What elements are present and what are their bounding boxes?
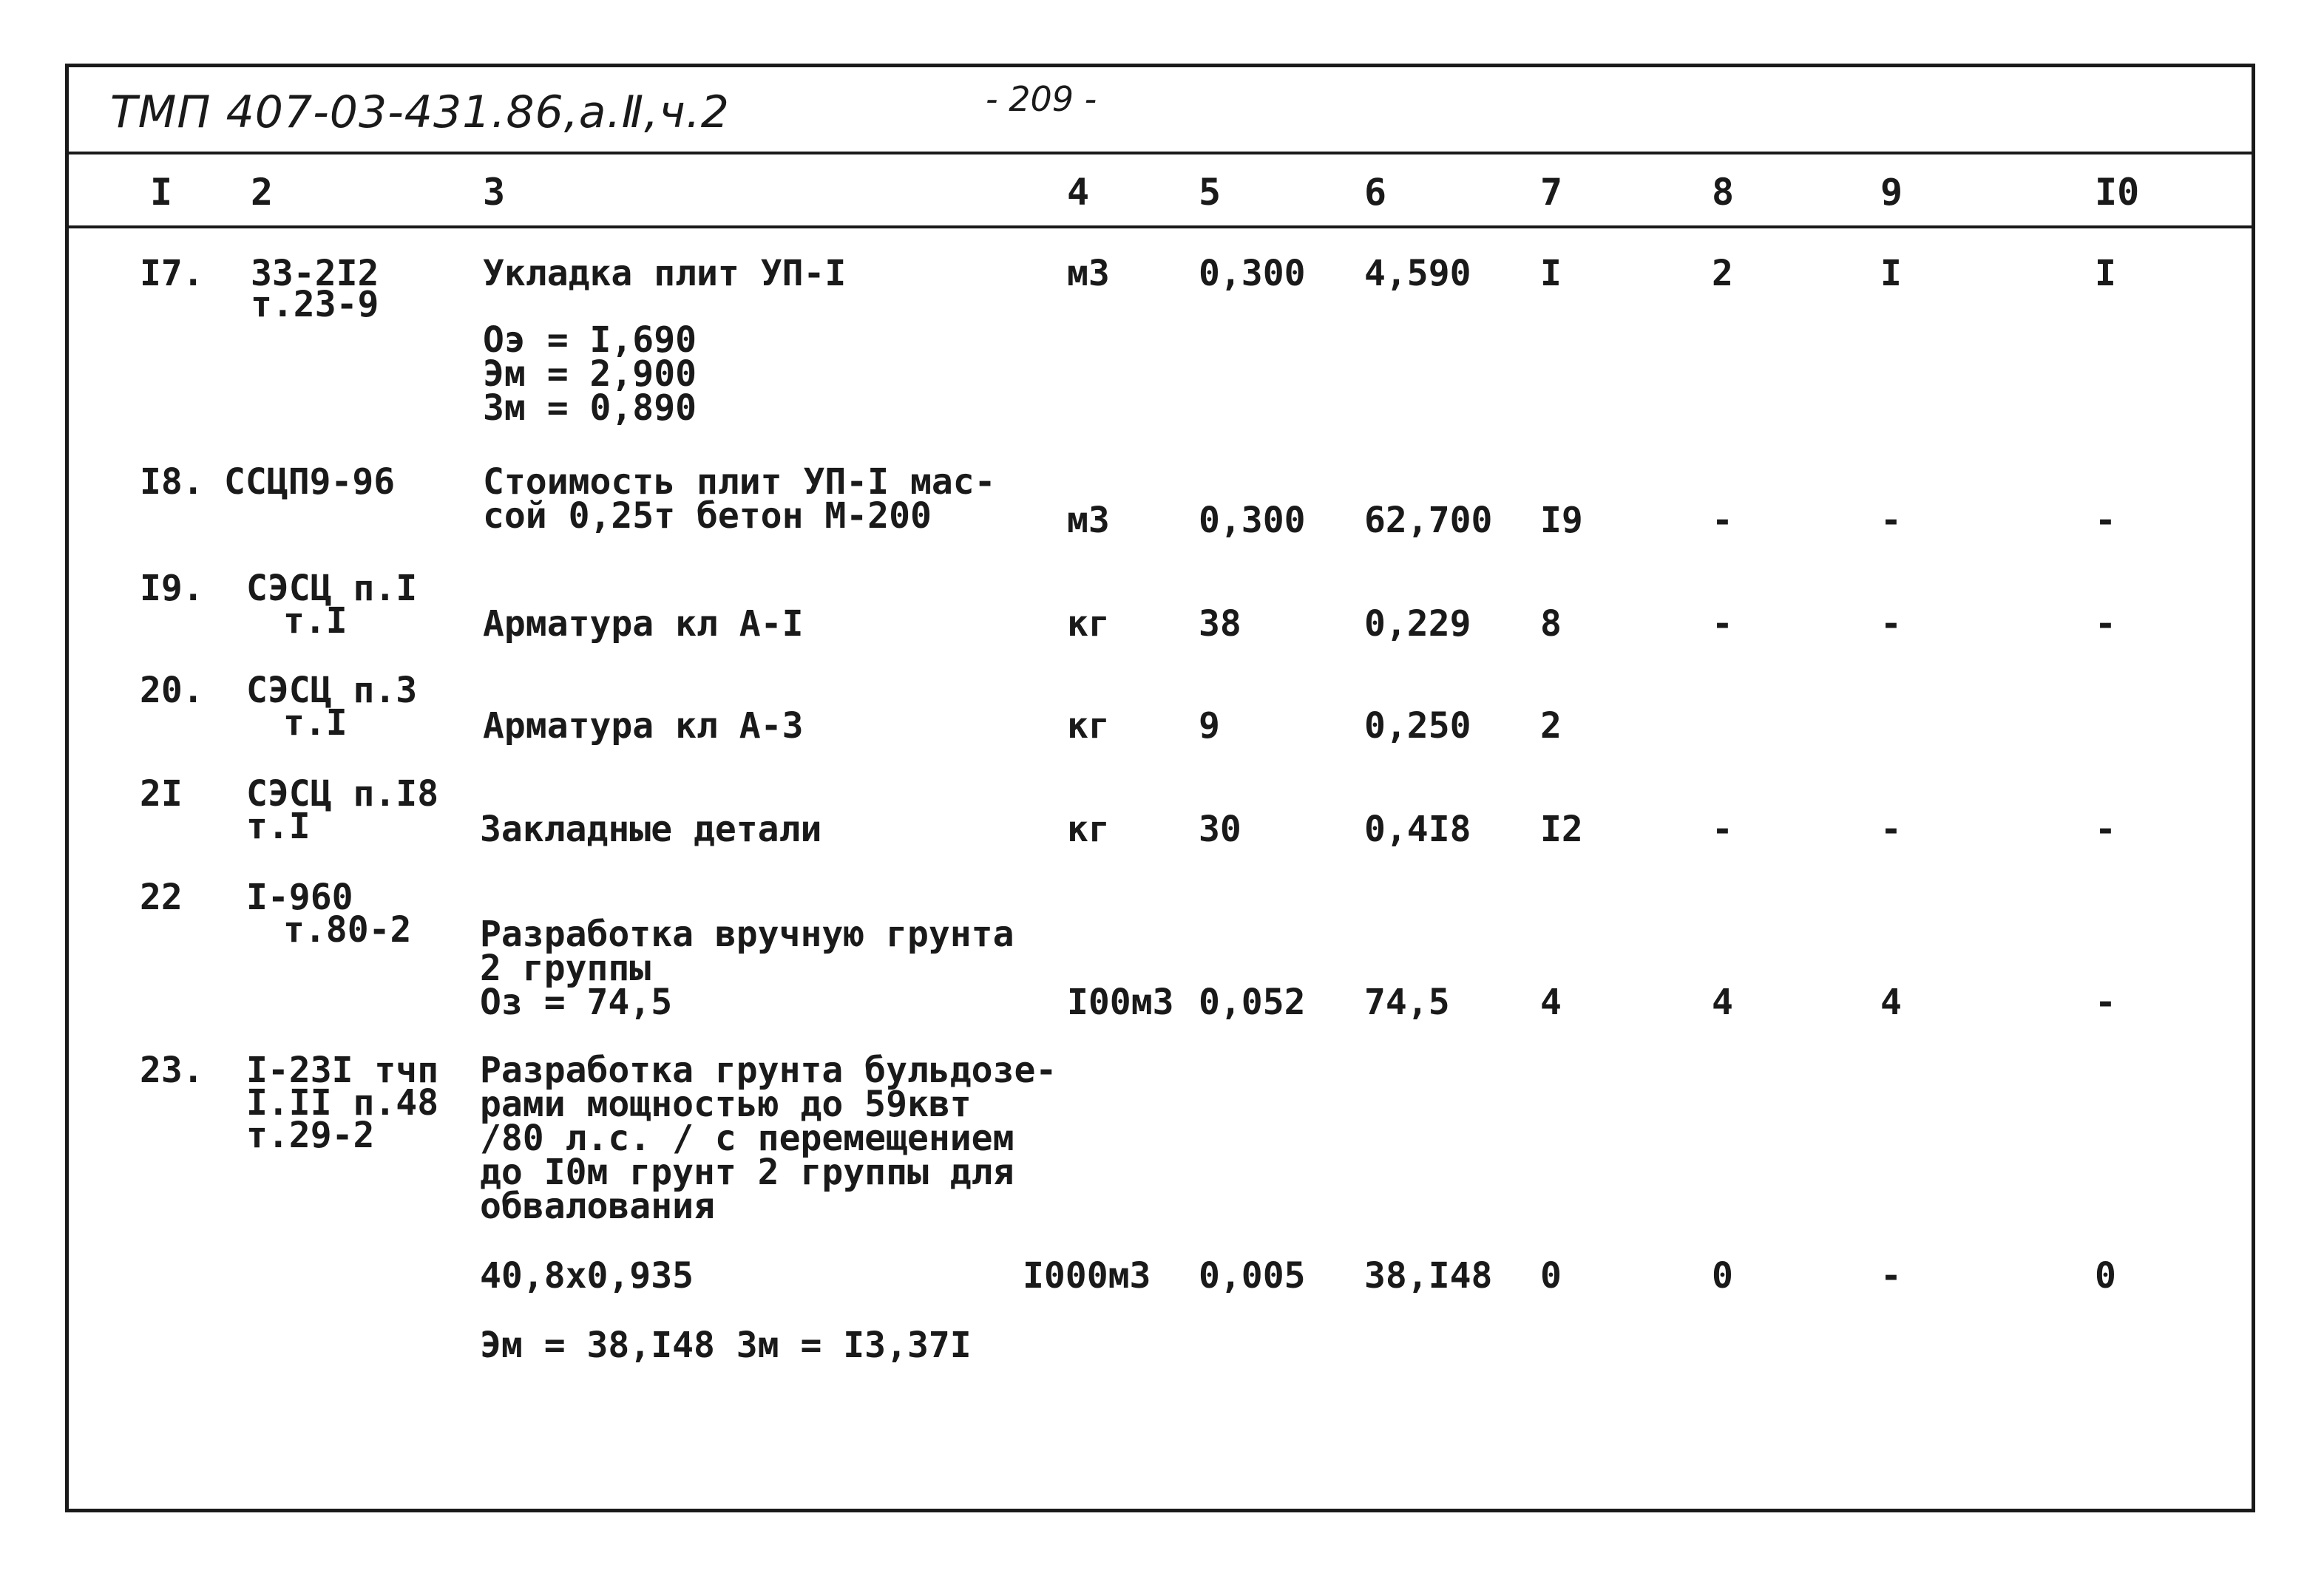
- row-quantity: 38: [1199, 603, 1241, 645]
- row-col9: -: [1880, 603, 1902, 645]
- column-header-2: 2: [251, 171, 274, 214]
- row-price: 0,250: [1364, 705, 1471, 747]
- row-description: до I0м грунт 2 группы для: [480, 1152, 1014, 1193]
- row-col8: 4: [1712, 982, 1733, 1023]
- row-price: 38,I48: [1364, 1255, 1493, 1297]
- row-price: 0,229: [1364, 603, 1471, 645]
- row-col7: I9: [1540, 500, 1583, 541]
- row-description: Разработка вручную грунта: [480, 914, 1014, 955]
- page-number: - 209 -: [986, 79, 1097, 119]
- row-col10: I: [2095, 253, 2116, 294]
- row-number: 2I: [140, 773, 183, 815]
- row-note: Эм = 38,I48 Зм = I3,37I: [480, 1325, 972, 1366]
- row-col7: 8: [1540, 603, 1562, 645]
- column-header-divider: [69, 225, 2252, 228]
- column-header-5: 5: [1199, 171, 1222, 214]
- row-col9: -: [1880, 809, 1902, 850]
- row-col9: I: [1880, 253, 1902, 294]
- row-code: СЭСЦ п.I8: [246, 773, 439, 815]
- row-col7: 4: [1540, 982, 1562, 1023]
- row-col9: -: [1880, 500, 1902, 541]
- row-calculation: 40,8х0,935: [480, 1255, 694, 1297]
- row-number: I9.: [140, 568, 204, 609]
- document-frame: [65, 64, 2255, 1512]
- row-price: 0,4I8: [1364, 809, 1471, 850]
- row-code: т.I: [246, 806, 311, 847]
- row-description: Оз = 74,5: [480, 982, 673, 1023]
- row-note: Зм = 0,890: [483, 387, 697, 429]
- row-number: 20.: [140, 670, 204, 711]
- column-header-6: 6: [1364, 171, 1387, 214]
- row-description: Арматура кл А-3: [483, 705, 804, 747]
- row-code: I-23I тчп: [246, 1050, 439, 1091]
- row-code: т.23-9: [251, 284, 379, 325]
- row-unit: м3: [1067, 500, 1110, 541]
- row-number: 23.: [140, 1050, 204, 1091]
- row-code: СЭСЦ п.I: [246, 568, 418, 609]
- document-code: ТМП 407-03-431.86,а.Ⅱ,ч.2: [110, 86, 730, 138]
- row-number: 22: [140, 877, 183, 918]
- column-header-7: 7: [1540, 171, 1563, 214]
- row-col10: -: [2095, 500, 2116, 541]
- row-col7: I2: [1540, 809, 1583, 850]
- row-description: Укладка плит УП-I: [483, 253, 847, 294]
- row-col8: -: [1712, 603, 1733, 645]
- row-quantity: 0,052: [1199, 982, 1306, 1023]
- column-header-3: 3: [483, 171, 506, 214]
- row-description: Арматура кл А-I: [483, 603, 804, 645]
- row-description: Закладные детали: [480, 809, 822, 850]
- row-col9: 4: [1880, 982, 1902, 1023]
- column-header-9: 9: [1880, 171, 1903, 214]
- row-col8: -: [1712, 500, 1733, 541]
- row-code: I.II п.48: [246, 1082, 439, 1124]
- row-quantity: 0,300: [1199, 253, 1306, 294]
- header-divider: [69, 152, 2252, 154]
- row-col8: 0: [1712, 1255, 1733, 1297]
- row-col7: 0: [1540, 1255, 1562, 1297]
- row-description: Стоимость плит УП-I мас-: [483, 461, 996, 503]
- row-number: I8.: [140, 461, 204, 503]
- row-col8: -: [1712, 809, 1733, 850]
- row-col8: 2: [1712, 253, 1733, 294]
- row-quantity: 0,300: [1199, 500, 1306, 541]
- row-quantity: 30: [1199, 809, 1241, 850]
- row-number: I7.: [140, 253, 204, 294]
- row-unit: кг: [1067, 809, 1110, 850]
- row-description: рами мощностью до 59квт: [480, 1084, 972, 1125]
- column-header-1: I: [150, 171, 173, 214]
- column-header-4: 4: [1067, 171, 1090, 214]
- row-unit: I00м3: [1067, 982, 1174, 1023]
- row-code: СЭСЦ п.3: [246, 670, 418, 711]
- column-header-10: I0: [2095, 171, 2140, 214]
- row-col7: I: [1540, 253, 1562, 294]
- row-quantity: 9: [1199, 705, 1220, 747]
- row-unit: I000м3: [1023, 1255, 1151, 1297]
- row-price: 4,590: [1364, 253, 1471, 294]
- row-code: т.I: [283, 600, 348, 642]
- row-description: Разработка грунта бульдозе-: [480, 1050, 1057, 1091]
- row-quantity: 0,005: [1199, 1255, 1306, 1297]
- row-code: 33-2I2: [251, 253, 379, 294]
- row-description: сой 0,25т бетон М-200: [483, 495, 932, 537]
- row-code: I-960: [246, 877, 353, 918]
- row-description: /80 л.с. / с перемещением: [480, 1118, 1014, 1159]
- row-note: Эм = 2,900: [483, 353, 697, 395]
- row-col7: 2: [1540, 705, 1562, 747]
- row-code: т.80-2: [283, 909, 412, 951]
- row-col10: -: [2095, 603, 2116, 645]
- row-col10: -: [2095, 982, 2116, 1023]
- column-header-8: 8: [1712, 171, 1735, 214]
- row-description: 2 группы: [480, 948, 651, 989]
- row-note: Оэ = I,690: [483, 319, 697, 361]
- row-price: 62,700: [1364, 500, 1493, 541]
- row-col9: -: [1880, 1255, 1902, 1297]
- row-description: обвалования: [480, 1186, 715, 1227]
- row-code: т.29-2: [246, 1115, 375, 1156]
- row-unit: кг: [1067, 705, 1110, 747]
- row-col10: 0: [2095, 1255, 2116, 1297]
- row-price: 74,5: [1364, 982, 1450, 1023]
- row-col10: -: [2095, 809, 2116, 850]
- row-unit: м3: [1067, 253, 1110, 294]
- row-code: т.I: [283, 702, 348, 744]
- row-unit: кг: [1067, 603, 1110, 645]
- row-code: ССЦП9-96: [224, 461, 396, 503]
